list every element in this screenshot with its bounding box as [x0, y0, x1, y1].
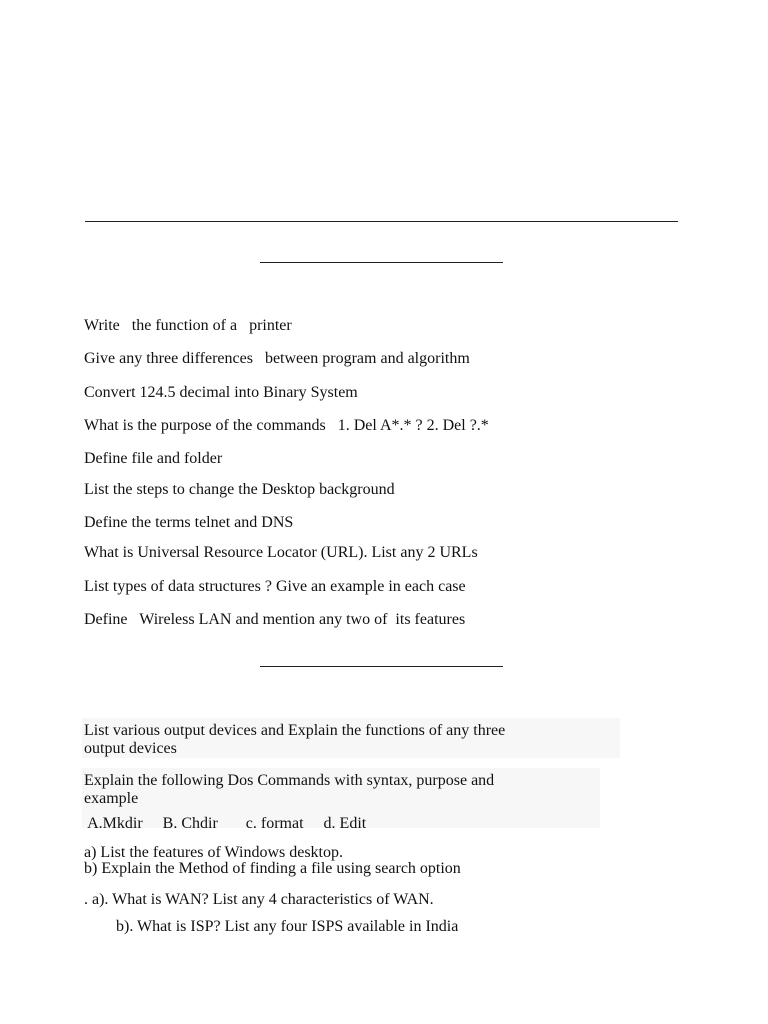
question-8: What is Universal Resource Locator (URL). List any 2 URLs [84, 544, 478, 561]
question-10: Define Wireless LAN and mention any two of its features [84, 611, 466, 628]
question-1: Write the function of a printer [84, 317, 292, 334]
long-question-4-part-b: b). What is ISP? List any four ISPS available in India [116, 918, 459, 935]
long-question-2-line-1: Explain the following Dos Commands with syntax, purpose and [84, 772, 495, 789]
header-rule [85, 221, 678, 222]
question-2: Give any three differences between program and algorithm [84, 350, 470, 367]
section-heading-underline-short [260, 262, 503, 263]
long-question-3-part-b: b) Explain the Method of finding a file using search option [84, 860, 461, 877]
question-6: List the steps to change the Desktop background [84, 481, 395, 498]
section-heading-underline-long [260, 666, 503, 667]
long-question-4-part-a: . a). What is WAN? List any 4 characteristics of WAN. [84, 891, 434, 908]
long-question-2-line-2: example [84, 790, 139, 807]
question-4: What is the purpose of the commands 1. Del A*.* ? 2. Del ?.* [84, 417, 489, 434]
long-question-2-options: A.Mkdir B. Chdir c. format d. Edit [84, 815, 367, 832]
question-3: Convert 124.5 decimal into Binary System [84, 384, 358, 401]
long-question-3-part-a: a) List the features of Windows desktop. [84, 844, 343, 861]
long-question-1-line-1: List various output devices and Explain the functions of any three [84, 722, 506, 739]
question-9: List types of data structures ? Give an example in each case [84, 578, 466, 595]
question-5: Define file and folder [84, 450, 223, 467]
long-question-1-line-2: output devices [84, 740, 177, 757]
question-7: Define the terms telnet and DNS [84, 514, 294, 531]
